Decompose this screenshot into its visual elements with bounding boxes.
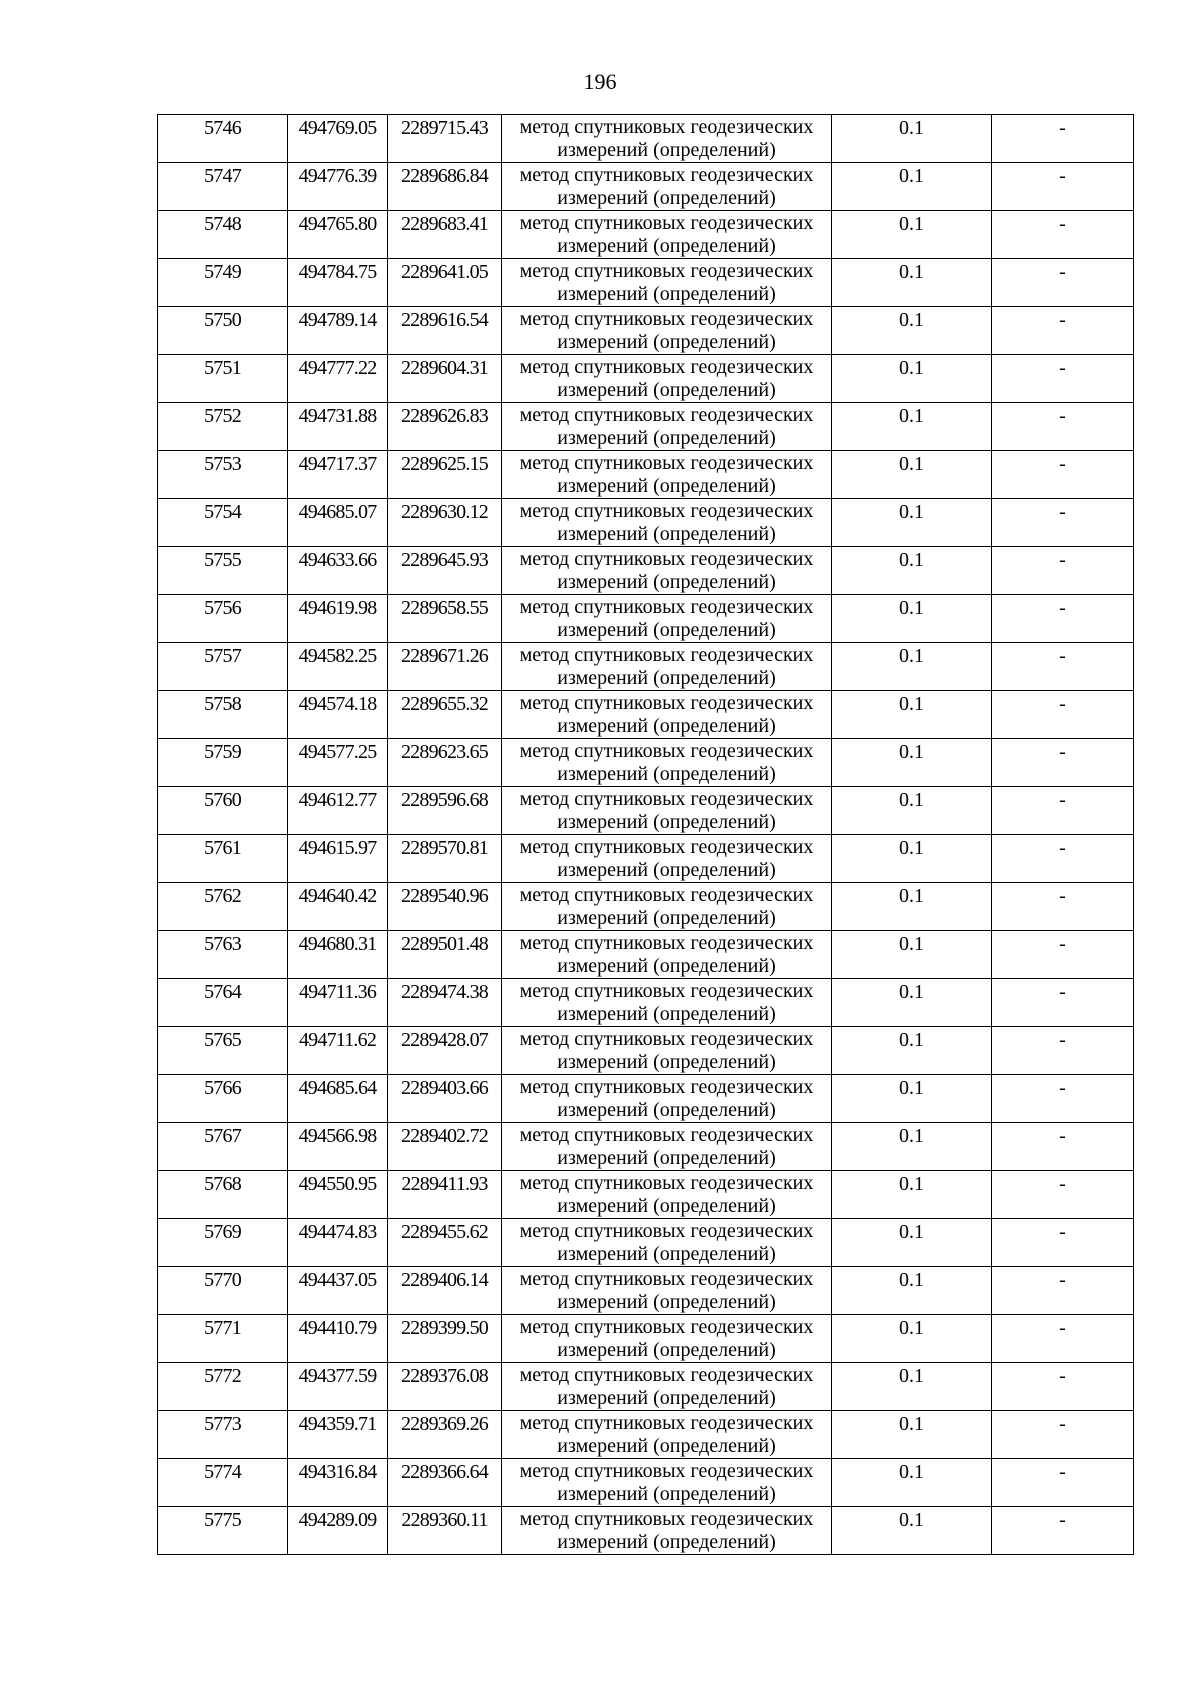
note-cell: - — [992, 1123, 1134, 1171]
method-cell: метод спутниковых геодезических измерений (определений) — [502, 1027, 832, 1075]
method-cell: метод спутниковых геодезических измерений (определений) — [502, 1363, 832, 1411]
table-row — [158, 1459, 1134, 1507]
point-number-cell: 5762 — [158, 883, 288, 931]
table-row — [158, 883, 1134, 931]
accuracy-cell: 0.1 — [832, 931, 992, 979]
y-coordinate-cell: 2289376.08 — [388, 1363, 502, 1411]
table-row — [158, 979, 1134, 1027]
y-coordinate-cell: 2289402.72 — [388, 1123, 502, 1171]
accuracy-cell: 0.1 — [832, 115, 992, 163]
table-row — [158, 547, 1134, 595]
accuracy-cell: 0.1 — [832, 259, 992, 307]
table-row — [158, 1075, 1134, 1123]
x-coordinate-cell: 494577.25 — [288, 739, 388, 787]
y-coordinate-cell: 2289616.54 — [388, 307, 502, 355]
y-coordinate-cell: 2289715.43 — [388, 115, 502, 163]
table-row — [158, 1363, 1134, 1411]
y-coordinate-cell: 2289683.41 — [388, 211, 502, 259]
x-coordinate-cell: 494789.14 — [288, 307, 388, 355]
point-number-cell: 5747 — [158, 163, 288, 211]
accuracy-cell: 0.1 — [832, 787, 992, 835]
point-number-cell: 5754 — [158, 499, 288, 547]
accuracy-cell: 0.1 — [832, 451, 992, 499]
note-cell: - — [992, 931, 1134, 979]
method-cell: метод спутниковых геодезических измерений (определений) — [502, 691, 832, 739]
table-row — [158, 211, 1134, 259]
table-row — [158, 307, 1134, 355]
x-coordinate-cell: 494685.07 — [288, 499, 388, 547]
accuracy-cell: 0.1 — [832, 1363, 992, 1411]
method-cell: метод спутниковых геодезических измерений (определений) — [502, 211, 832, 259]
accuracy-cell: 0.1 — [832, 1171, 992, 1219]
table-row — [158, 499, 1134, 547]
method-cell: метод спутниковых геодезических измерений (определений) — [502, 835, 832, 883]
point-number-cell: 5761 — [158, 835, 288, 883]
table-row — [158, 595, 1134, 643]
x-coordinate-cell: 494316.84 — [288, 1459, 388, 1507]
point-number-cell: 5746 — [158, 115, 288, 163]
point-number-cell: 5763 — [158, 931, 288, 979]
page-number: 196 — [583, 69, 617, 94]
x-coordinate-cell: 494359.71 — [288, 1411, 388, 1459]
note-cell: - — [992, 883, 1134, 931]
note-cell: - — [992, 451, 1134, 499]
point-number-cell: 5758 — [158, 691, 288, 739]
point-number-cell: 5760 — [158, 787, 288, 835]
method-cell: метод спутниковых геодезических измерений (определений) — [502, 1171, 832, 1219]
x-coordinate-cell: 494474.83 — [288, 1219, 388, 1267]
accuracy-cell: 0.1 — [832, 1267, 992, 1315]
note-cell: - — [992, 643, 1134, 691]
point-number-cell: 5768 — [158, 1171, 288, 1219]
note-cell: - — [992, 1315, 1134, 1363]
method-cell: метод спутниковых геодезических измерений (определений) — [502, 499, 832, 547]
x-coordinate-cell: 494410.79 — [288, 1315, 388, 1363]
y-coordinate-cell: 2289630.12 — [388, 499, 502, 547]
x-coordinate-cell: 494633.66 — [288, 547, 388, 595]
point-number-cell: 5774 — [158, 1459, 288, 1507]
y-coordinate-cell: 2289645.93 — [388, 547, 502, 595]
point-number-cell: 5772 — [158, 1363, 288, 1411]
x-coordinate-cell: 494731.88 — [288, 403, 388, 451]
accuracy-cell: 0.1 — [832, 211, 992, 259]
x-coordinate-cell: 494784.75 — [288, 259, 388, 307]
note-cell: - — [992, 1363, 1134, 1411]
note-cell: - — [992, 115, 1134, 163]
accuracy-cell: 0.1 — [832, 1507, 992, 1555]
table-row — [158, 115, 1134, 163]
method-cell: метод спутниковых геодезических измерений (определений) — [502, 403, 832, 451]
y-coordinate-cell: 2289540.96 — [388, 883, 502, 931]
x-coordinate-cell: 494619.98 — [288, 595, 388, 643]
note-cell: - — [992, 403, 1134, 451]
x-coordinate-cell: 494566.98 — [288, 1123, 388, 1171]
method-cell: метод спутниковых геодезических измерений (определений) — [502, 1219, 832, 1267]
point-number-cell: 5757 — [158, 643, 288, 691]
accuracy-cell: 0.1 — [832, 1027, 992, 1075]
table-row — [158, 1219, 1134, 1267]
point-number-cell: 5765 — [158, 1027, 288, 1075]
accuracy-cell: 0.1 — [832, 1075, 992, 1123]
note-cell: - — [992, 1219, 1134, 1267]
note-cell: - — [992, 1411, 1134, 1459]
accuracy-cell: 0.1 — [832, 163, 992, 211]
y-coordinate-cell: 2289570.81 — [388, 835, 502, 883]
accuracy-cell: 0.1 — [832, 883, 992, 931]
table-row — [158, 835, 1134, 883]
x-coordinate-cell: 494582.25 — [288, 643, 388, 691]
y-coordinate-cell: 2289604.31 — [388, 355, 502, 403]
y-coordinate-cell: 2289658.55 — [388, 595, 502, 643]
table-row — [158, 1315, 1134, 1363]
note-cell: - — [992, 835, 1134, 883]
y-coordinate-cell: 2289596.68 — [388, 787, 502, 835]
note-cell: - — [992, 307, 1134, 355]
note-cell: - — [992, 1459, 1134, 1507]
method-cell: метод спутниковых геодезических измерений (определений) — [502, 1411, 832, 1459]
point-number-cell: 5753 — [158, 451, 288, 499]
table-row — [158, 451, 1134, 499]
accuracy-cell: 0.1 — [832, 691, 992, 739]
accuracy-cell: 0.1 — [832, 1411, 992, 1459]
x-coordinate-cell: 494680.31 — [288, 931, 388, 979]
table-row — [158, 1171, 1134, 1219]
x-coordinate-cell: 494711.36 — [288, 979, 388, 1027]
method-cell: метод спутниковых геодезических измерений (определений) — [502, 1315, 832, 1363]
x-coordinate-cell: 494615.97 — [288, 835, 388, 883]
table-row — [158, 163, 1134, 211]
method-cell: метод спутниковых геодезических измерений (определений) — [502, 1123, 832, 1171]
point-number-cell: 5759 — [158, 739, 288, 787]
accuracy-cell: 0.1 — [832, 1219, 992, 1267]
table-row — [158, 1267, 1134, 1315]
point-number-cell: 5750 — [158, 307, 288, 355]
table-row — [158, 259, 1134, 307]
accuracy-cell: 0.1 — [832, 739, 992, 787]
y-coordinate-cell: 2289406.14 — [388, 1267, 502, 1315]
method-cell: метод спутниковых геодезических измерений (определений) — [502, 883, 832, 931]
accuracy-cell: 0.1 — [832, 595, 992, 643]
note-cell: - — [992, 163, 1134, 211]
coordinates-table — [157, 114, 1134, 1555]
table-row — [158, 787, 1134, 835]
note-cell: - — [992, 547, 1134, 595]
method-cell: метод спутниковых геодезических измерений (определений) — [502, 163, 832, 211]
y-coordinate-cell: 2289686.84 — [388, 163, 502, 211]
accuracy-cell: 0.1 — [832, 1459, 992, 1507]
point-number-cell: 5767 — [158, 1123, 288, 1171]
y-coordinate-cell: 2289366.64 — [388, 1459, 502, 1507]
accuracy-cell: 0.1 — [832, 1315, 992, 1363]
method-cell: метод спутниковых геодезических измерений (определений) — [502, 787, 832, 835]
note-cell: - — [992, 787, 1134, 835]
accuracy-cell: 0.1 — [832, 547, 992, 595]
accuracy-cell: 0.1 — [832, 979, 992, 1027]
method-cell: метод спутниковых геодезических измерений (определений) — [502, 931, 832, 979]
x-coordinate-cell: 494776.39 — [288, 163, 388, 211]
note-cell: - — [992, 1507, 1134, 1555]
accuracy-cell: 0.1 — [832, 643, 992, 691]
note-cell: - — [992, 739, 1134, 787]
note-cell: - — [992, 1267, 1134, 1315]
point-number-cell: 5751 — [158, 355, 288, 403]
y-coordinate-cell: 2289360.11 — [388, 1507, 502, 1555]
table-row — [158, 1027, 1134, 1075]
method-cell: метод спутниковых геодезических измерений (определений) — [502, 1507, 832, 1555]
y-coordinate-cell: 2289369.26 — [388, 1411, 502, 1459]
x-coordinate-cell: 494437.05 — [288, 1267, 388, 1315]
point-number-cell: 5766 — [158, 1075, 288, 1123]
y-coordinate-cell: 2289626.83 — [388, 403, 502, 451]
note-cell: - — [992, 1075, 1134, 1123]
table-row — [158, 1411, 1134, 1459]
x-coordinate-cell: 494289.09 — [288, 1507, 388, 1555]
accuracy-cell: 0.1 — [832, 499, 992, 547]
x-coordinate-cell: 494574.18 — [288, 691, 388, 739]
note-cell: - — [992, 1027, 1134, 1075]
point-number-cell: 5775 — [158, 1507, 288, 1555]
table-row — [158, 355, 1134, 403]
point-number-cell: 5755 — [158, 547, 288, 595]
note-cell: - — [992, 1171, 1134, 1219]
table-row — [158, 643, 1134, 691]
method-cell: метод спутниковых геодезических измерений (определений) — [502, 1267, 832, 1315]
note-cell: - — [992, 259, 1134, 307]
note-cell: - — [992, 595, 1134, 643]
method-cell: метод спутниковых геодезических измерений (определений) — [502, 739, 832, 787]
accuracy-cell: 0.1 — [832, 835, 992, 883]
method-cell: метод спутниковых геодезических измерений (определений) — [502, 451, 832, 499]
table-row — [158, 931, 1134, 979]
accuracy-cell: 0.1 — [832, 355, 992, 403]
y-coordinate-cell: 2289671.26 — [388, 643, 502, 691]
x-coordinate-cell: 494640.42 — [288, 883, 388, 931]
table-row — [158, 403, 1134, 451]
y-coordinate-cell: 2289455.62 — [388, 1219, 502, 1267]
y-coordinate-cell: 2289474.38 — [388, 979, 502, 1027]
method-cell: метод спутниковых геодезических измерений (определений) — [502, 547, 832, 595]
point-number-cell: 5764 — [158, 979, 288, 1027]
x-coordinate-cell: 494769.05 — [288, 115, 388, 163]
y-coordinate-cell: 2289428.07 — [388, 1027, 502, 1075]
note-cell: - — [992, 499, 1134, 547]
x-coordinate-cell: 494685.64 — [288, 1075, 388, 1123]
method-cell: метод спутниковых геодезических измерений (определений) — [502, 1459, 832, 1507]
method-cell: метод спутниковых геодезических измерений (определений) — [502, 1075, 832, 1123]
method-cell: метод спутниковых геодезических измерений (определений) — [502, 259, 832, 307]
point-number-cell: 5749 — [158, 259, 288, 307]
x-coordinate-cell: 494377.59 — [288, 1363, 388, 1411]
method-cell: метод спутниковых геодезических измерений (определений) — [502, 115, 832, 163]
method-cell: метод спутниковых геодезических измерений (определений) — [502, 643, 832, 691]
note-cell: - — [992, 211, 1134, 259]
accuracy-cell: 0.1 — [832, 403, 992, 451]
x-coordinate-cell: 494550.95 — [288, 1171, 388, 1219]
point-number-cell: 5769 — [158, 1219, 288, 1267]
x-coordinate-cell: 494711.62 — [288, 1027, 388, 1075]
method-cell: метод спутниковых геодезических измерений (определений) — [502, 307, 832, 355]
note-cell: - — [992, 691, 1134, 739]
table-row — [158, 1123, 1134, 1171]
y-coordinate-cell: 2289501.48 — [388, 931, 502, 979]
table-row — [158, 739, 1134, 787]
accuracy-cell: 0.1 — [832, 1123, 992, 1171]
accuracy-cell: 0.1 — [832, 307, 992, 355]
coordinates-table-body — [158, 115, 1134, 1555]
y-coordinate-cell: 2289411.93 — [388, 1171, 502, 1219]
point-number-cell: 5773 — [158, 1411, 288, 1459]
y-coordinate-cell: 2289641.05 — [388, 259, 502, 307]
x-coordinate-cell: 494612.77 — [288, 787, 388, 835]
method-cell: метод спутниковых геодезических измерений (определений) — [502, 979, 832, 1027]
y-coordinate-cell: 2289655.32 — [388, 691, 502, 739]
y-coordinate-cell: 2289625.15 — [388, 451, 502, 499]
table-row — [158, 691, 1134, 739]
method-cell: метод спутниковых геодезических измерений (определений) — [502, 595, 832, 643]
y-coordinate-cell: 2289623.65 — [388, 739, 502, 787]
point-number-cell: 5752 — [158, 403, 288, 451]
point-number-cell: 5756 — [158, 595, 288, 643]
point-number-cell: 5748 — [158, 211, 288, 259]
y-coordinate-cell: 2289399.50 — [388, 1315, 502, 1363]
x-coordinate-cell: 494717.37 — [288, 451, 388, 499]
y-coordinate-cell: 2289403.66 — [388, 1075, 502, 1123]
x-coordinate-cell: 494765.80 — [288, 211, 388, 259]
method-cell: метод спутниковых геодезических измерений (определений) — [502, 355, 832, 403]
note-cell: - — [992, 355, 1134, 403]
table-row — [158, 1507, 1134, 1555]
x-coordinate-cell: 494777.22 — [288, 355, 388, 403]
note-cell: - — [992, 979, 1134, 1027]
point-number-cell: 5771 — [158, 1315, 288, 1363]
point-number-cell: 5770 — [158, 1267, 288, 1315]
